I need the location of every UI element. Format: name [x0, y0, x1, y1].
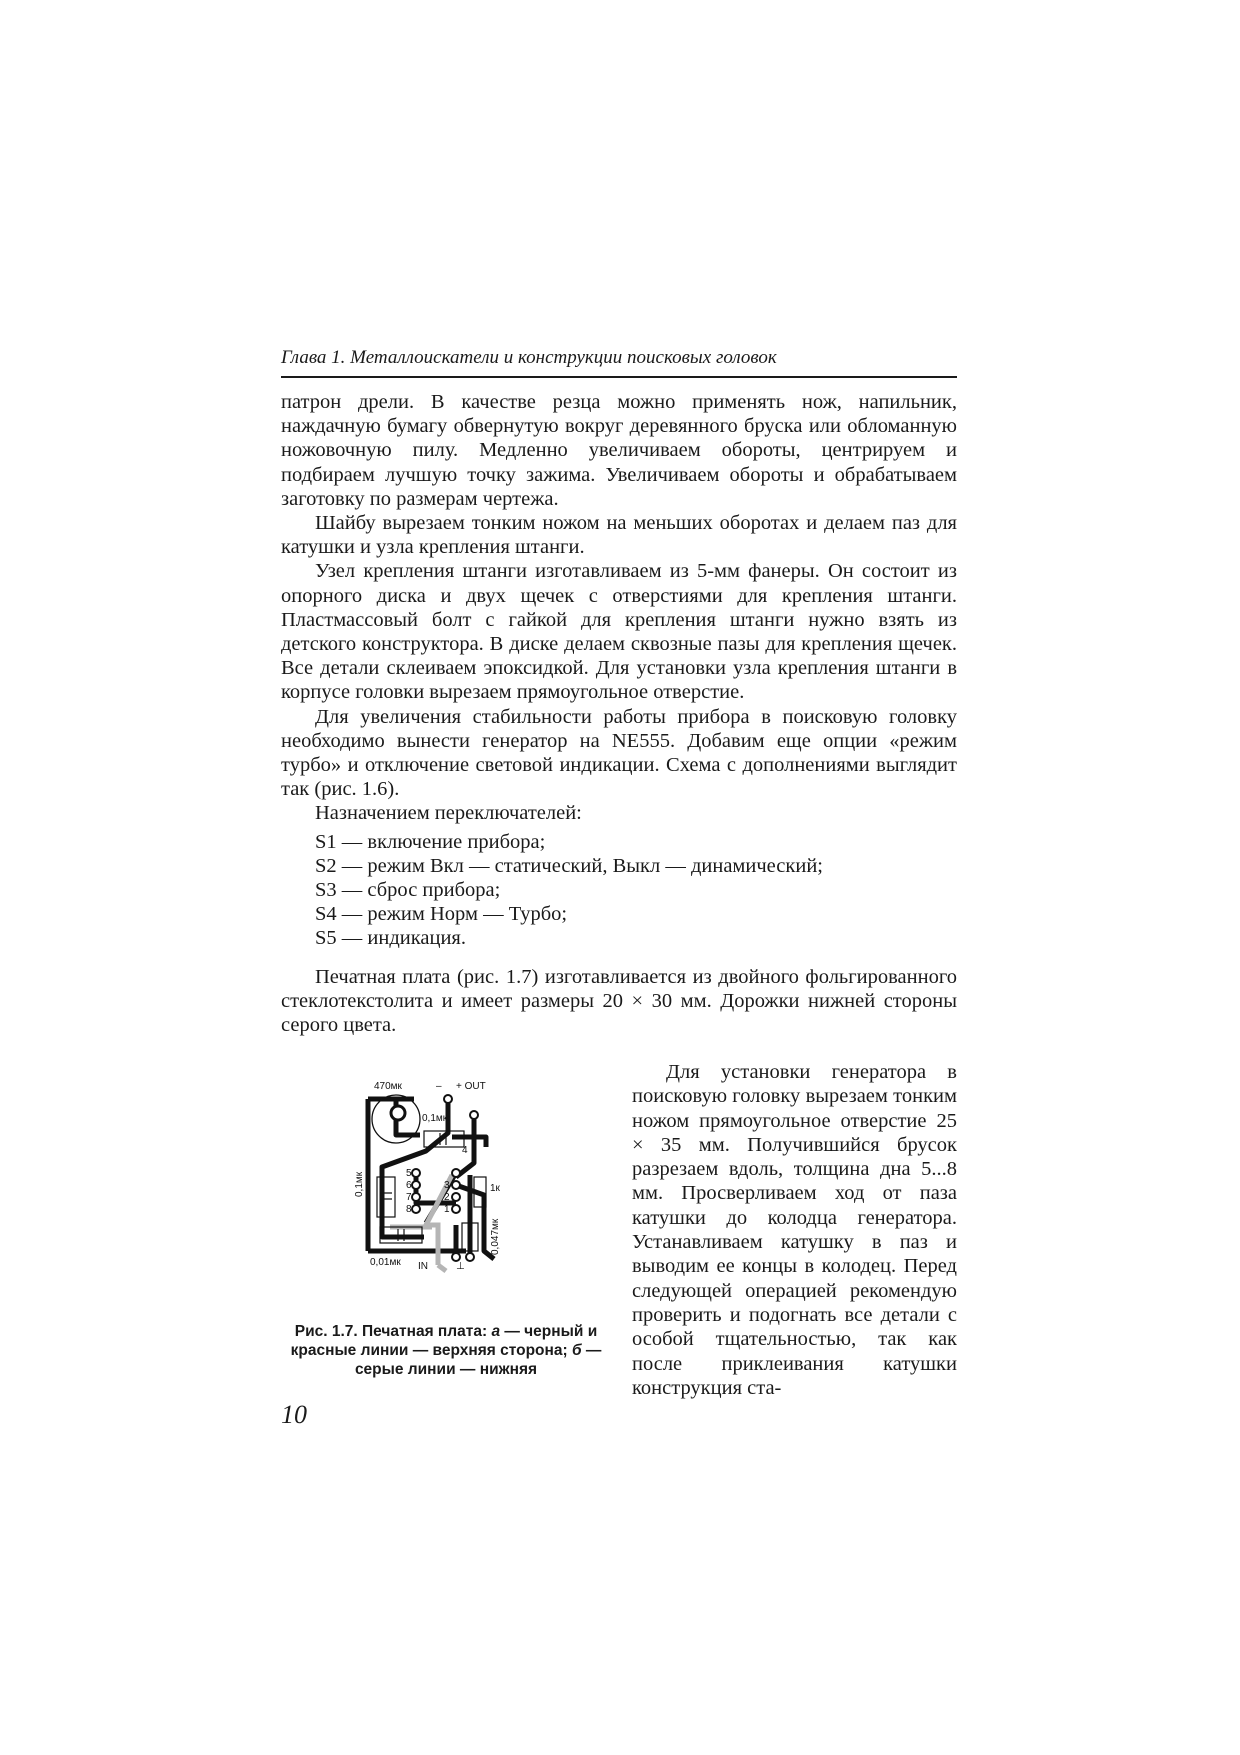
pcb-diagram [356, 1075, 536, 1310]
paragraph-4: Для увеличения стабильности работы прибора в поисковую головку необходимо вынести генератор на NE555. Добавим еще опции «режим турбо» и отключение световой индикации. Схема с дополнениями выглядит так (рис. 1.6). [281, 705, 957, 801]
pin-label: 6 [406, 1180, 412, 1191]
paragraph-3: Узел крепления штанги изготавливаем из 5-мм фанеры. Он состоит из опорного диска и двух щечек с отверстиями для крепления штанги. Пластмассовый болт с гайкой для крепления штанги нужно взять из детского конструктора. В диске делаем сквозные пазы для крепления щечек. Все детали склеиваем эпоксидкой. Для установки узла крепления штанги в корпусе головки вырезаем прямоугольное отверстие. [281, 560, 957, 704]
paragraph-5: Назначением переключателей: [315, 802, 582, 825]
caption-prefix: Рис. 1.7. Печатная плата: [294, 1323, 492, 1340]
switch-item: S1 — включение прибора; [315, 830, 546, 853]
paragraph-1: патрон дрели. В качестве резца можно применять нож, напильник, наждачную бумагу обвернутую вокруг деревянного бруска или обломанную ножовочную пилу. Медленно увеличиваем обороты, центрируем и подбираем лучшую точку зажима. Увеличиваем обороты и обрабатываем заготовку по размерам чертежа. [281, 391, 957, 510]
pin-label: 1 [444, 1204, 450, 1215]
running-header: Глава 1. Металлоискатели и конструкции поисковых головок [281, 347, 777, 368]
caption-b: б [571, 1342, 582, 1359]
switch-list [281, 830, 957, 951]
pin-label: 8 [406, 1204, 412, 1215]
figure-caption [281, 1322, 611, 1379]
pin-label: 4 [462, 1145, 468, 1156]
label-0-01uf: 0,01мк [370, 1257, 401, 1268]
label-470uf: 470мк [374, 1081, 402, 1092]
label-minus: – [436, 1081, 442, 1092]
main-text [281, 390, 957, 1037]
label-1k: 1к [490, 1183, 500, 1194]
right-column-paragraph: Для установки генератора в поисковую головку вырезаем тонким ножом прямоугольное отверстие 25 × 35 мм. Получившийся брусок разрезаем вдоль, толщина дна 5...8 мм. Просверливаем ход от паза катушки до колодца генератора. Устанавливаем катушку в паз и выводим ее концы в колодец. Перед следующей операцией рекомендую проверить и подогнать все детали с особой тщательностью, так как после приклеивания катушки конструкция ста- [632, 1061, 957, 1399]
right-column-text [632, 1060, 957, 1400]
label-0-1uf-left: 0,1мк [354, 1171, 365, 1197]
page-number: 10 [281, 1400, 307, 1429]
pin-label: 2 [444, 1192, 450, 1203]
label-0-1uf-top: 0,1мк [422, 1113, 448, 1124]
capacitor-pad [391, 1106, 405, 1120]
paragraph-board: Печатная плата (рис. 1.7) изготавливается из двойного фольгированного стеклотекстолита и имеет размеры 20 × 30 мм. Дорожки нижней стороны серого цвета. [281, 965, 957, 1037]
caption-a: а [491, 1323, 501, 1340]
switch-item: S3 — сброс прибора; [315, 879, 501, 902]
figure-1-7 [281, 1075, 611, 1379]
label-0-047uf: 0,047мк [490, 1218, 501, 1255]
pin-label: 7 [406, 1192, 412, 1203]
pin-label: 3 [444, 1180, 450, 1191]
label-ground: ⊥ [456, 1261, 465, 1272]
caption-part-a: — черный и красные линии — верхняя сторона; [290, 1323, 598, 1359]
caption-part-b: — серые линии — нижняя [354, 1342, 602, 1378]
switch-item: S2 — режим Вкл — статический, Выкл — динамический; [315, 854, 823, 877]
switch-item: S5 — индикация. [315, 927, 466, 950]
paragraph-2: Шайбу вырезаем тонким ножом на меньших оборотах и делаем паз для катушки и узла крепления штанги. [281, 512, 957, 559]
header-rule [281, 376, 957, 378]
switch-item: S4 — режим Норм — Турбо; [315, 903, 568, 926]
pin-label: 5 [406, 1168, 412, 1179]
label-in: IN [418, 1261, 428, 1272]
label-plus-out: + OUT [456, 1081, 486, 1092]
